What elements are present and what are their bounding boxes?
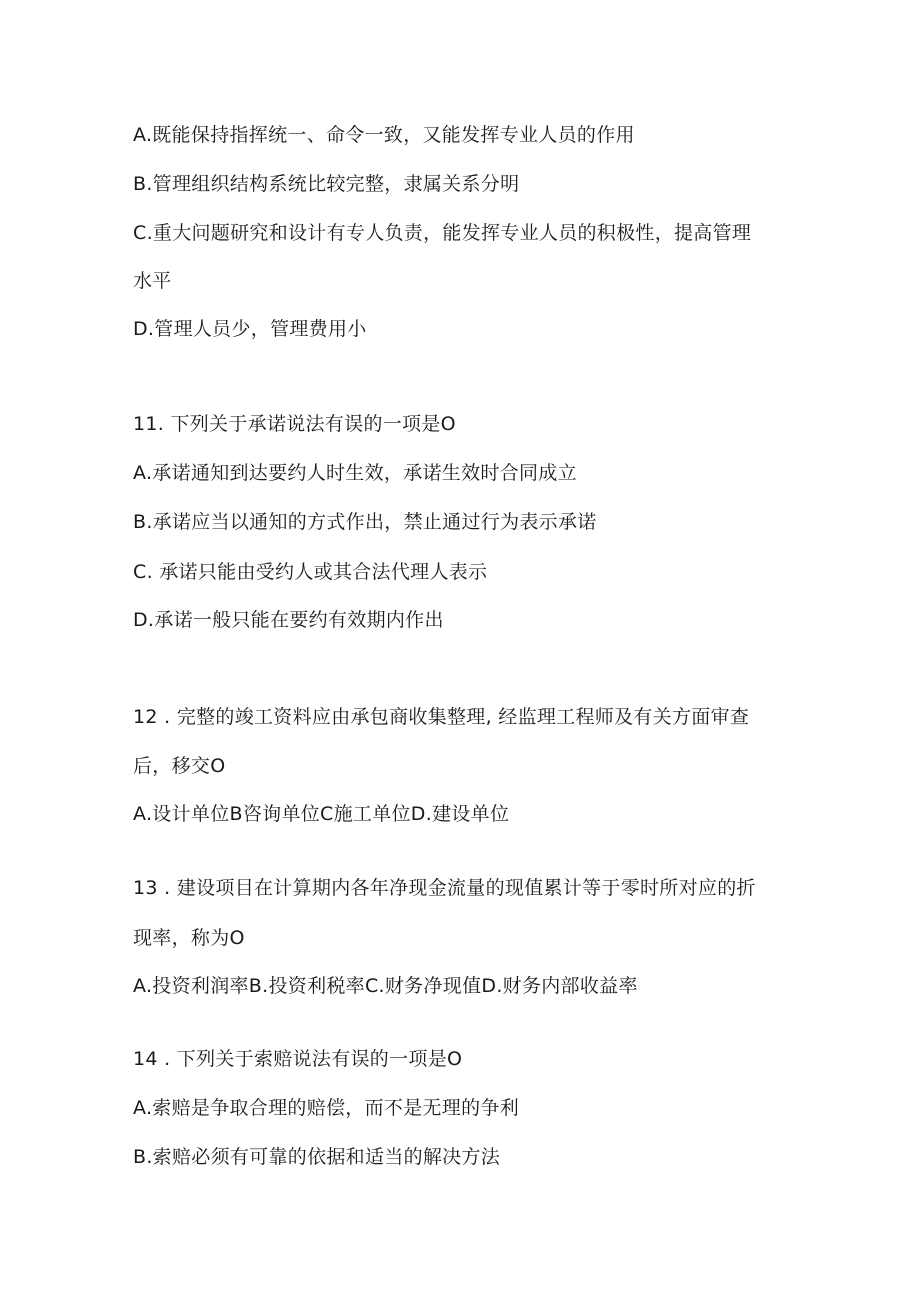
question-11-stem: 11. 下列关于承诺说法有误的一项是O	[133, 413, 456, 435]
question-12-stem: 12 . 完整的竣工资料应由承包商收集整理, 经监理工程师及有关方面审查	[133, 706, 750, 728]
question-11-option-b: B.承诺应当以通知的方式作出，禁止通过行为表示承诺	[133, 511, 597, 533]
question-14-option-b: B.索赔必须有可靠的依据和适当的解决方法	[133, 1146, 501, 1168]
option-c-continuation: 水平	[133, 270, 172, 292]
option-b: B.管理组织结构系统比较完整，隶属关系分明	[133, 173, 520, 195]
option-a: A.既能保持指挥统一、命令一致，又能发挥专业人员的作用	[133, 124, 635, 146]
question-14-option-a: A.索赔是争取合理的赔偿，而不是无理的争利	[133, 1097, 520, 1119]
option-d: D.管理人员少，管理费用小	[133, 318, 367, 340]
question-13-stem-continuation: 现率，称为O	[133, 927, 245, 949]
option-c: C.重大问题研究和设计有专人负责，能发挥专业人员的积极性，提高管理	[133, 222, 752, 244]
question-13-stem: 13 . 建设项目在计算期内各年净现金流量的现值累计等于零时所对应的折	[133, 877, 756, 899]
question-11-option-c: C. 承诺只能由受约人或其合法代理人表示	[133, 561, 488, 583]
question-12-options: A.设计单位B咨询单位C施工单位D.建设单位	[133, 803, 510, 825]
question-13-options: A.投资利润率B.投资利税率C.财务净现值D.财务内部收益率	[133, 975, 638, 997]
question-14-stem: 14 . 下列关于索赔说法有误的一项是O	[133, 1048, 463, 1070]
question-12-stem-continuation: 后，移交O	[133, 755, 226, 777]
question-11-option-a: A.承诺通知到达要约人时生效，承诺生效时合同成立	[133, 462, 577, 484]
question-11-option-d: D.承诺一般只能在要约有效期内作出	[133, 609, 444, 631]
